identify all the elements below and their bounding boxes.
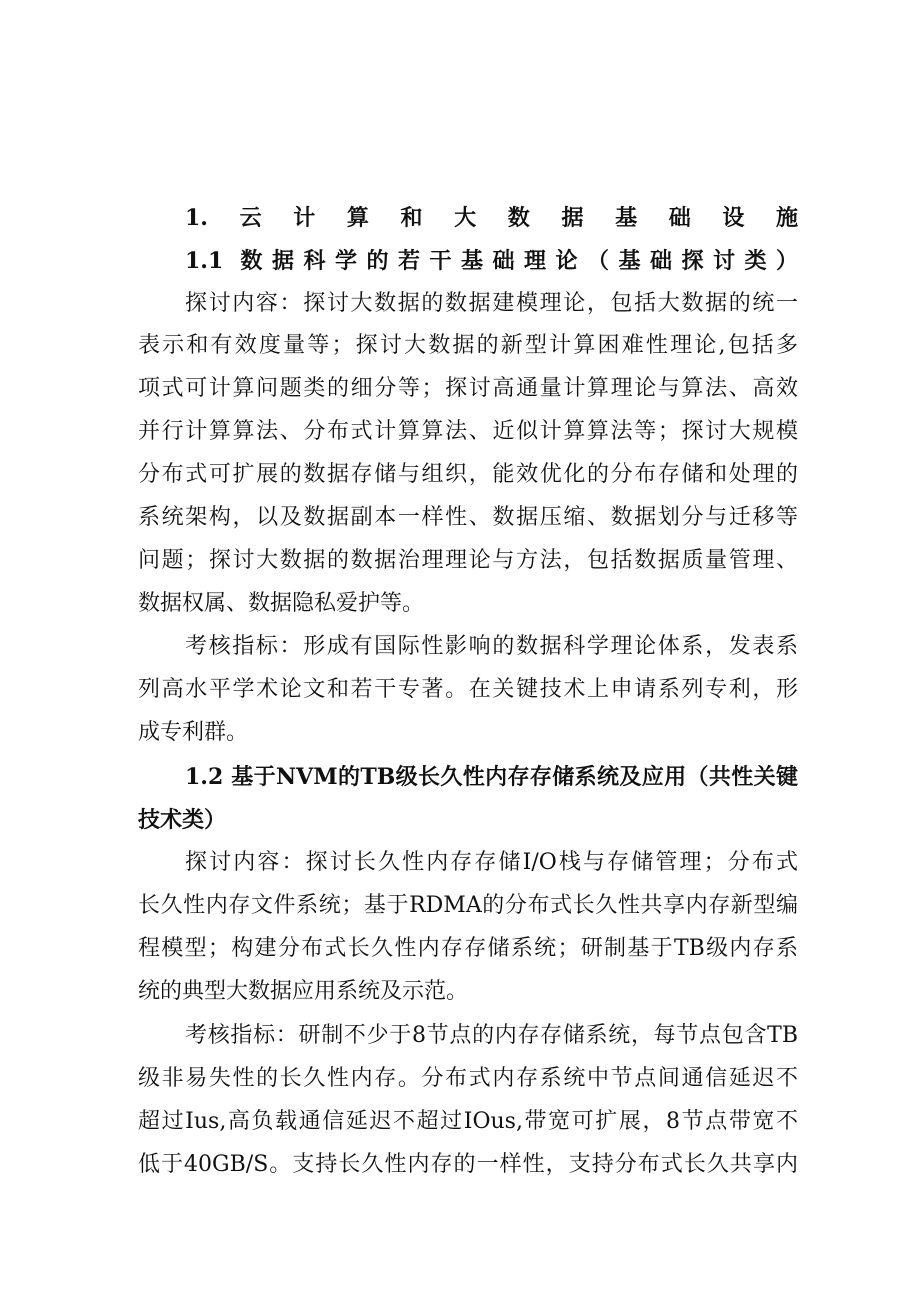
paragraph-line: 低于40GB/S。支持长久性内存的一样性，支持分布式长久共享内 [138, 1152, 798, 1177]
paragraph-line: 考核指标：形成有国际性影响的数据科学理论体系，发表系 [185, 634, 798, 659]
paragraph-line: 并行计算算法、分布式计算算法、近似计算算法等；探讨大规模 [138, 419, 798, 444]
paragraph-line: 程模型；构建分布式长久性内存存储系统；研制基于TB级内存系 [138, 936, 798, 961]
section-1-2-heading: 1.2 基于NVM的TB级长久性内存存储系统及应用（共性关键 [185, 764, 798, 790]
paragraph-line: 探讨内容：探讨长久性内存存储I/O栈与存储管理；分布式 [185, 850, 798, 875]
paragraph-line: 长久性内存文件系统；基于RDMA的分布式长久性共享内存新型编 [138, 893, 798, 918]
paragraph-line: 成专利群。 [138, 720, 249, 745]
paragraph-line: 数据权属、数据隐私爱护等。 [138, 591, 425, 616]
paragraph-line: 级非易失性的长久性内存。分布式内存系统中节点间通信延迟不 [138, 1066, 798, 1091]
paragraph-line: 表示和有效度量等；探讨大数据的新型计算困难性理论,包括多 [138, 333, 798, 358]
paragraph-line: 系统架构，以及数据副本一样性、数据压缩、数据划分与迁移等 [138, 505, 798, 530]
section-1-1-heading: 1.1 数据科学的若干基础理论（基础探讨类） [185, 248, 798, 274]
paragraph-line: 考核指标：研制不少于8节点的内存存储系统，每节点包含TB [185, 1023, 798, 1048]
section-1-2-heading-continued: 技术类） [138, 807, 227, 833]
paragraph-line: 探讨内容：探讨大数据的数据建模理论，包括大数据的统一 [185, 291, 798, 316]
paragraph-line: 分布式可扩展的数据存储与组织，能效优化的分布存储和处理的 [138, 462, 798, 487]
paragraph-line: 统的典型大数据应用系统及示范。 [138, 979, 469, 1004]
paragraph-line: 项式可计算问题类的细分等；探讨高通量计算理论与算法、高效 [138, 376, 798, 401]
paragraph-line: 超过Ius,高负载通信延迟不超过IOus,带宽可扩展，8节点带宽不 [138, 1109, 798, 1134]
section-1-heading: 1.云计算和大数据基础设施 [185, 205, 798, 231]
paragraph-line: 问题；探讨大数据的数据治理理论与方法，包括数据质量管理、 [138, 548, 798, 573]
paragraph-line: 列高水平学术论文和若干专著。在关键技术上申请系列专利，形 [138, 677, 798, 702]
